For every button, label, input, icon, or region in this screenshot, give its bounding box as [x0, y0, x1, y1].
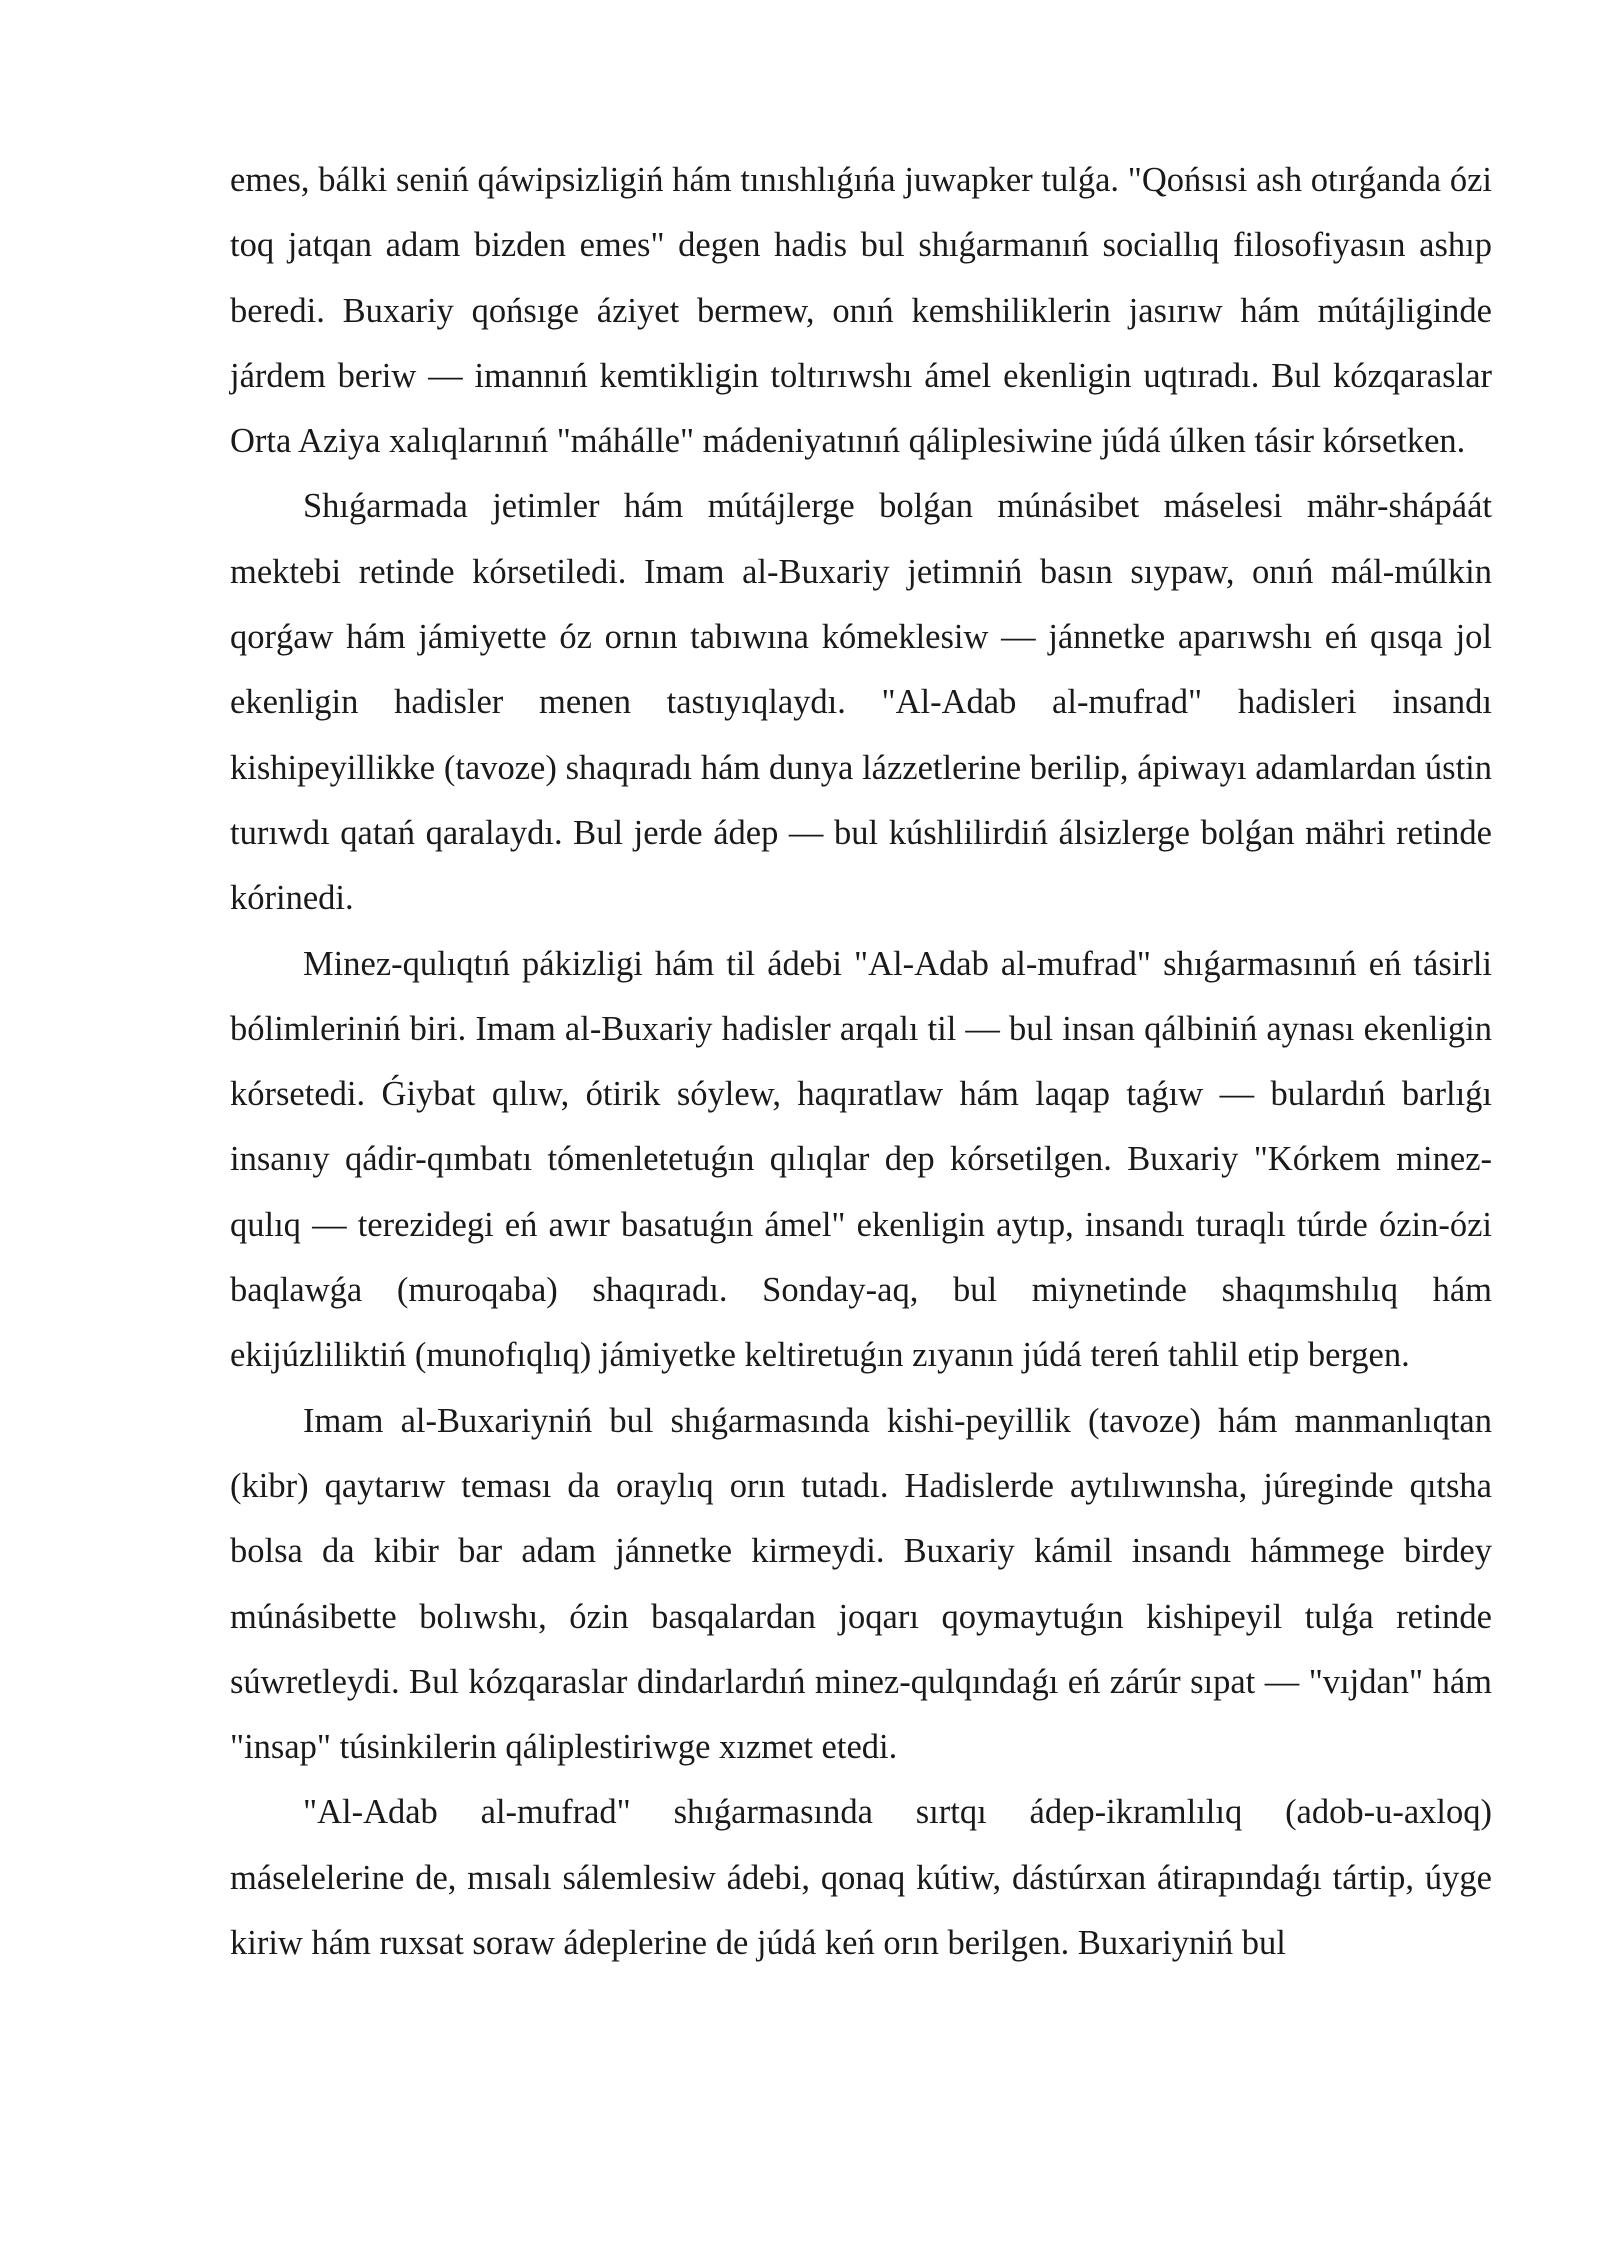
paragraph-continued: emes, bálki seniń qáwipsizligiń hám tınıshlıǵıńa juwapker tulǵa. "Qońsısi ash otırǵanda ózi toq jatqan adam bizden emes" degen hadis bul shıǵarmanıń sociallıq filosofiyasın ashıp beredi. Buxariy qońsıge áziyet bermew, onıń kemshiliklerin jasırıw hám mútájliginde járdem beriw — imannıń kemtikligin toltırıwshı ámel ekenligin uqtıradı. Bul kózqaraslar Orta Aziya xalıqlarınıń "máhálle" mádeniyatınıń qáliplesiwine júdá úlken tásir kórsetken. — [230, 161, 1492, 461]
paragraph: Shıǵarmada jetimler hám mútájlerge bolǵan múnásibet máselesi mähr-shápáát mektebi retinde kórsetiledi. Imam al-Buxariy jetimniń basın sıypaw, onıń mál-múlkin qorǵaw hám jámiyette óz ornın tabıwına kómeklesiw — jánnetke aparıwshı eń qısqa jol ekenligin hadisler menen tastıyıqlaydı. "Al-Adab al-mufrad" hadisleri insandı kishipeyillikke (tavoze) shaqıradı hám dunya lázzetlerine berilip, ápiwayı adamlardan ústin turıwdı qatań qaralaydı. Bul jerde ádep — bul kúshlilirdiń álsizlerge bolǵan mähri retinde kórinedi. — [230, 487, 1492, 918]
paragraph: Minez-qulıqtıń pákizligi hám til ádebi "Al-Adab al-mufrad" shıǵarmasınıń eń tásirli bólimleriniń biri. Imam al-Buxariy hadisler arqalı til — bul insan qálbiniń aynası ekenligin kórsetedi. Ǵiybat qılıw, ótirik sóylew, haqıratlaw hám laqap taǵıw — bulardıń barlıǵı insanıy qádir-qımbatı tómenletetuǵın qılıqlar dep kórsetilgen. Buxariy "Kórkem minez-qulıq — terezidegi eń awır basatuǵın ámel" ekenligin aytıp, insandı turaqlı túrde ózin-ózi baqlawǵa (muroqaba) shaqıradı. Sonday-aq, bul miynetinde shaqımshılıq hám ekijúzliliktiń (munofıqlıq) jámiyetke keltiretuǵın zıyanın júdá tereń tahlil etip bergen. — [230, 944, 1492, 1375]
paragraph: "Al-Adab al-mufrad" shıǵarmasında sırtqı ádep-ikramlılıq (adob-u-axloq) máselelerine de, mısalı sálemlesiw ádebi, qonaq kútiw, dástúrxan átirapındaǵı tártip, úyge kiriw hám ruxsat soraw ádeplerine de júdá keń orın berilgen. Buxariyniń bul — [230, 1793, 1492, 1963]
document-body — [230, 148, 1492, 1976]
paragraph: Imam al-Buxariyniń bul shıǵarmasında kishi-peyillik (tavoze) hám manmanlıqtan (kibr) qaytarıw teması da oraylıq orın tutadı. Hadislerde aytılıwınsha, júreginde qıtsha bolsa da kibir bar adam jánnetke kirmeydi. Buxariy kámil insandı hámmege birdey múnásibette bolıwshı, ózin basqalardan joqarı qoymaytuǵın kishipeyil tulǵa retinde súwretleydi. Bul kózqaraslar dindarlardıń minez-qulqındaǵı eń zárúr sıpat — "vıjdan" hám "insap" túsinkilerin qáliplestiriwge xızmet etedi. — [230, 1401, 1492, 1767]
